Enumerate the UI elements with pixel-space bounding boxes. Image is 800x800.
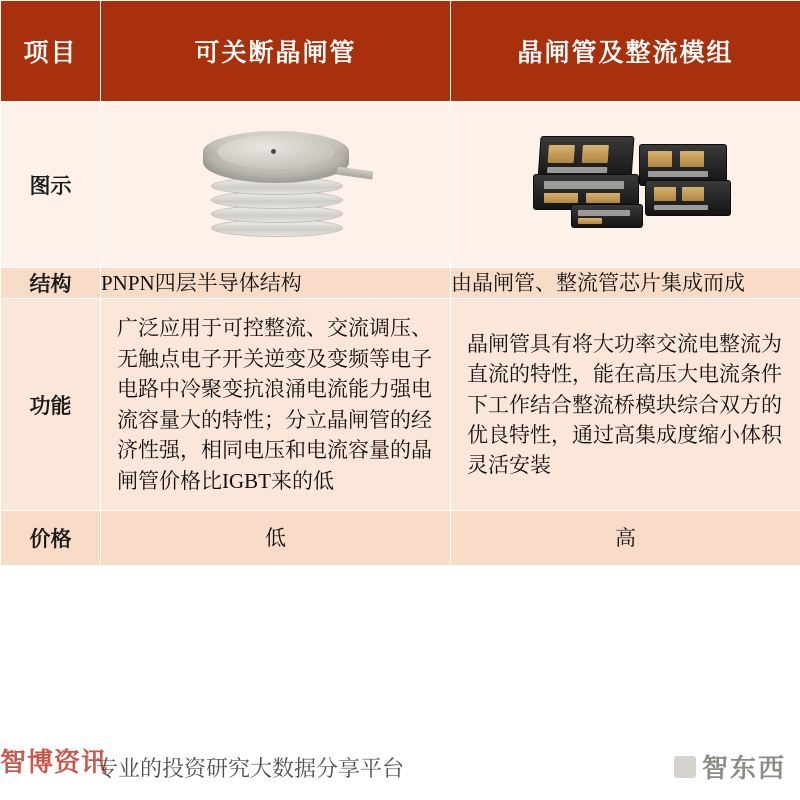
column-header-item: 项目 [1, 1, 101, 102]
cell-gto-structure: PNPN四层半导体结构 [101, 268, 451, 299]
cell-module-price: 高 [451, 511, 800, 566]
table-row-function [1, 299, 800, 511]
cell-gto-image [101, 102, 451, 268]
watermark-logo-text: 智东西 [701, 753, 786, 783]
table-header-row [1, 1, 800, 102]
table-row-price [1, 511, 800, 566]
logo-mark-icon [674, 756, 696, 778]
cell-module-function: 晶闸管具有将大功率交流电整流为直流的特性，能在高压大电流条件下工作结合整流桥模块综合双方的优良特性，通过高集成度缩小体积灵活安装 [451, 299, 800, 511]
table-row-image [1, 102, 800, 268]
table-row-structure [1, 268, 800, 299]
cell-module-structure: 由晶闸管、整流管芯片集成而成 [451, 268, 800, 299]
watermark-center: 专业的投资研究大数据分享平台 [96, 756, 405, 781]
thyristor-rectifier-module-photo [451, 102, 800, 267]
row-label-structure: 结构 [1, 268, 101, 299]
cell-gto-function: 广泛应用于可控整流、交流调压、无触点电子开关逆变及变频等电子电路中冷聚变抗浪涌电流能力强电流容量大的特性；分立晶闸管的经济性强，相同电压和电流容量的晶闸管价格比IGBT来的低 [101, 299, 451, 511]
row-label-price: 价格 [1, 511, 101, 566]
column-header-gto: 可关断晶闸管 [101, 1, 451, 102]
row-label-image: 图示 [1, 102, 101, 268]
cell-gto-price: 低 [101, 511, 451, 566]
watermark-left: 智博资讯 [0, 747, 109, 777]
watermark-logo [674, 748, 786, 785]
thyristor-disc-photo [101, 102, 450, 267]
row-label-function: 功能 [1, 299, 101, 511]
column-header-module: 晶闸管及整流模组 [451, 1, 800, 102]
cell-module-image [451, 102, 800, 268]
